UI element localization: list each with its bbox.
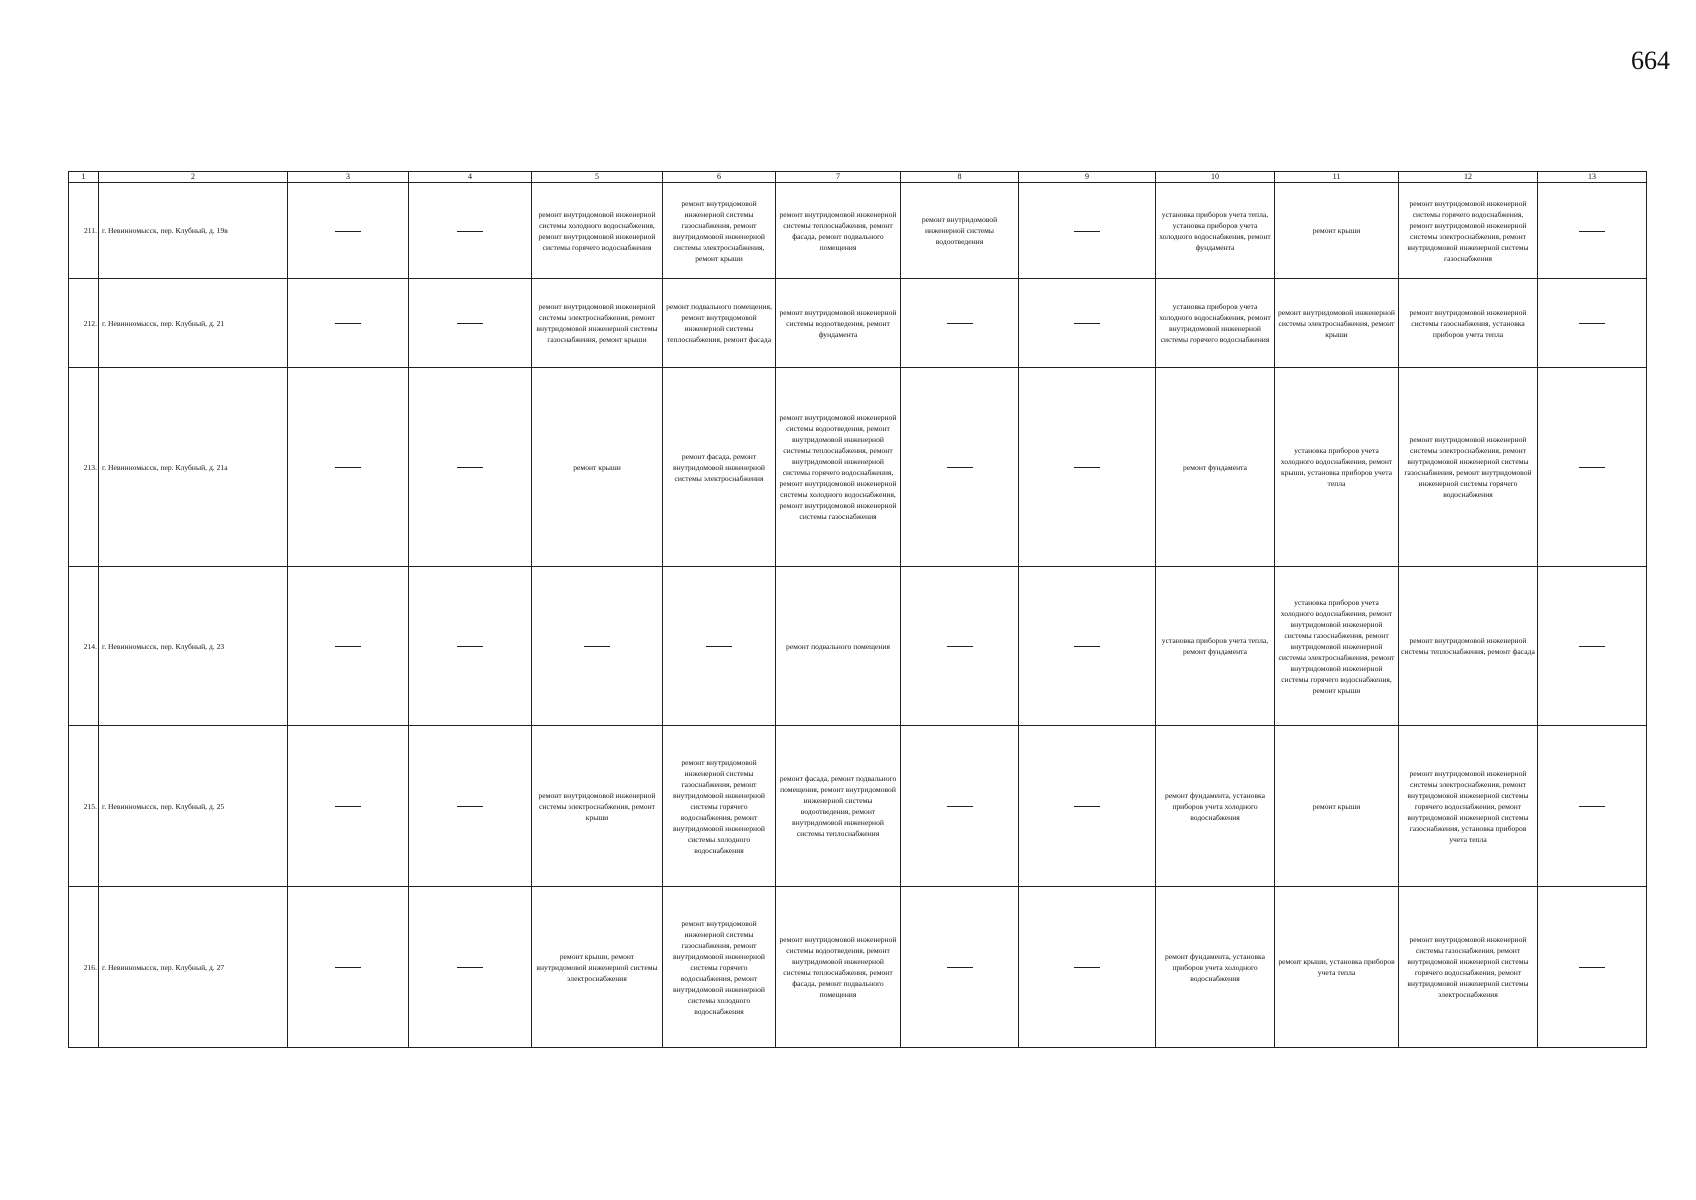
empty-cell	[1019, 183, 1156, 279]
work-cell: ремонт внутридомовой инженерной системы водоотведения, ремонт внутридомовой инженерной системы теплоснабжения, ремонт внутридомовой инженерной системы горячего водоснабжения, ремонт внутридомовой инженерной системы холодного водоснабжения, ремонт внутридомовой инженерной системы газоснабжения	[776, 368, 901, 567]
empty-cell	[409, 726, 532, 887]
dash	[1579, 231, 1605, 232]
empty-cell	[1538, 726, 1647, 887]
row-number: 216.	[69, 887, 99, 1048]
work-cell: ремонт подвального помещения	[776, 567, 901, 726]
work-cell: ремонт внутридомовой инженерной системы электроснабжения, ремонт крыши	[532, 726, 663, 887]
dash	[457, 646, 483, 647]
empty-cell	[1019, 726, 1156, 887]
empty-cell	[663, 567, 776, 726]
col-header: 12	[1399, 172, 1538, 183]
dash	[335, 646, 361, 647]
work-cell: ремонт фундамента	[1156, 368, 1275, 567]
work-cell: ремонт внутридомовой инженерной системы горячего водоснабжения, ремонт внутридомовой инженерной системы электроснабжения, ремонт внутридомовой инженерной системы газоснабжения	[1399, 183, 1538, 279]
col-header: 8	[901, 172, 1019, 183]
work-cell: установка приборов учета тепла, ремонт фундамента	[1156, 567, 1275, 726]
col-header: 7	[776, 172, 901, 183]
empty-cell	[409, 279, 532, 368]
dash	[457, 323, 483, 324]
empty-cell	[409, 887, 532, 1048]
work-cell: ремонт внутридомовой инженерной системы газоснабжения, ремонт внутридомовой инженерной системы горячего водоснабжения, ремонт внутридомовой инженерной системы электроснабжения	[1399, 887, 1538, 1048]
dash	[1074, 967, 1100, 968]
empty-cell	[409, 368, 532, 567]
dash	[947, 467, 973, 468]
work-cell: ремонт внутридомовой инженерной системы водоотведения, ремонт внутридомовой инженерной системы теплоснабжения, ремонт фасада, ремонт подвального помещения	[776, 887, 901, 1048]
work-cell: установка приборов учета холодного водоснабжения, ремонт крыши, установка приборов учета тепла	[1275, 368, 1399, 567]
dash	[1074, 467, 1100, 468]
work-cell: ремонт фундамента, установка приборов учета холодного водоснабжения	[1156, 887, 1275, 1048]
address-cell: г. Невинномысск, пер. Клубный, д. 25	[99, 726, 288, 887]
empty-cell	[1538, 279, 1647, 368]
work-cell: ремонт внутридомовой инженерной системы электроснабжения, ремонт внутридомовой инженерной системы газоснабжения, ремонт внутридомовой инженерной системы горячего водоснабжения	[1399, 368, 1538, 567]
dash	[335, 231, 361, 232]
address-cell: г. Невинномысск, пер. Клубный, д. 21	[99, 279, 288, 368]
col-header: 11	[1275, 172, 1399, 183]
work-cell: ремонт фасада, ремонт внутридомовой инженерной системы электроснабжения	[663, 368, 776, 567]
dash	[1074, 806, 1100, 807]
empty-cell	[1019, 368, 1156, 567]
empty-cell	[288, 887, 409, 1048]
work-cell: ремонт крыши, ремонт внутридомовой инженерной системы электроснабжения	[532, 887, 663, 1048]
row-number: 213.	[69, 368, 99, 567]
empty-cell	[288, 183, 409, 279]
work-cell: ремонт внутридомовой инженерной системы газоснабжения, установка приборов учета тепла	[1399, 279, 1538, 368]
col-header: 4	[409, 172, 532, 183]
work-cell: ремонт внутридомовой инженерной системы электроснабжения, ремонт внутридомовой инженерной системы газоснабжения, ремонт крыши	[532, 279, 663, 368]
row-number: 215.	[69, 726, 99, 887]
empty-cell	[288, 726, 409, 887]
empty-cell	[1538, 887, 1647, 1048]
address-cell: г. Невинномысск, пер. Клубный, д. 21а	[99, 368, 288, 567]
empty-cell	[409, 183, 532, 279]
work-cell: ремонт внутридомовой инженерной системы теплоснабжения, ремонт фасада, ремонт подвального помещения	[776, 183, 901, 279]
row-number: 214.	[69, 567, 99, 726]
repair-schedule-table	[68, 171, 1647, 1048]
empty-cell	[1538, 567, 1647, 726]
work-cell: ремонт внутридомовой инженерной системы электроснабжения, ремонт внутридомовой инженерной системы горячего водоснабжения, ремонт внутридомовой инженерной системы газоснабжения, установка приборов учета тепла	[1399, 726, 1538, 887]
empty-cell	[901, 368, 1019, 567]
empty-cell	[1538, 183, 1647, 279]
address-cell: г. Невинномысск, пер. Клубный, д. 27	[99, 887, 288, 1048]
dash	[1579, 646, 1605, 647]
empty-cell	[1019, 887, 1156, 1048]
col-header: 6	[663, 172, 776, 183]
empty-cell	[288, 279, 409, 368]
dash	[947, 646, 973, 647]
dash	[335, 806, 361, 807]
address-cell: г. Невинномысск, пер. Клубный, д. 23	[99, 567, 288, 726]
row-number: 212.	[69, 279, 99, 368]
work-cell: ремонт фундамента, установка приборов учета холодного водоснабжения	[1156, 726, 1275, 887]
dash	[457, 467, 483, 468]
dash	[457, 231, 483, 232]
dash	[335, 323, 361, 324]
empty-cell	[409, 567, 532, 726]
work-cell: установка приборов учета холодного водоснабжения, ремонт внутридомовой инженерной системы горячего водоснабжения	[1156, 279, 1275, 368]
work-cell: установка приборов учета тепла, установка приборов учета холодного водоснабжения, ремонт фундамента	[1156, 183, 1275, 279]
column-number-row	[69, 172, 1647, 183]
work-cell: ремонт фасада, ремонт подвального помещения, ремонт внутридомовой инженерной системы водоотведения, ремонт внутридомовой инженерной системы теплоснабжения	[776, 726, 901, 887]
dash	[947, 323, 973, 324]
table-row	[69, 726, 1647, 887]
dash	[457, 806, 483, 807]
work-cell: ремонт крыши	[1275, 726, 1399, 887]
col-header: 2	[99, 172, 288, 183]
dash	[706, 646, 732, 647]
work-cell: ремонт внутридомовой инженерной системы газоснабжения, ремонт внутридомовой инженерной системы электроснабжения, ремонт крыши	[663, 183, 776, 279]
col-header: 13	[1538, 172, 1647, 183]
empty-cell	[532, 567, 663, 726]
empty-cell	[901, 279, 1019, 368]
work-cell: ремонт внутридомовой инженерной системы холодного водоснабжения, ремонт внутридомовой инженерной системы горячего водоснабжения	[532, 183, 663, 279]
dash	[1579, 323, 1605, 324]
dash	[1579, 806, 1605, 807]
address-cell: г. Невинномысск, пер. Клубный, д. 19в	[99, 183, 288, 279]
table-row	[69, 368, 1647, 567]
table-row	[69, 279, 1647, 368]
empty-cell	[1019, 567, 1156, 726]
work-cell: ремонт внутридомовой инженерной системы газоснабжения, ремонт внутридомовой инженерной системы горячего водоснабжения, ремонт внутридомовой инженерной системы холодного водоснабжения	[663, 887, 776, 1048]
work-cell: ремонт внутридомовой инженерной системы газоснабжения, ремонт внутридомовой инженерной системы горячего водоснабжения, ремонт внутридомовой инженерной системы холодного водоснабжения	[663, 726, 776, 887]
empty-cell	[1538, 368, 1647, 567]
work-cell: ремонт внутридомовой инженерной системы водоотведения	[901, 183, 1019, 279]
empty-cell	[901, 887, 1019, 1048]
page-number: 664	[1631, 46, 1670, 75]
empty-cell	[901, 726, 1019, 887]
work-cell: ремонт крыши	[532, 368, 663, 567]
dash	[1579, 967, 1605, 968]
empty-cell	[288, 368, 409, 567]
dash	[947, 806, 973, 807]
work-cell: установка приборов учета холодного водоснабжения, ремонт внутридомовой инженерной системы газоснабжения, ремонт внутридомовой инженерной системы электроснабжения, ремонт внутридомовой инженерной системы горячего водоснабжения, ремонт крыши	[1275, 567, 1399, 726]
col-header: 10	[1156, 172, 1275, 183]
col-header: 3	[288, 172, 409, 183]
dash	[335, 967, 361, 968]
dash	[335, 467, 361, 468]
empty-cell	[901, 567, 1019, 726]
dash	[1074, 323, 1100, 324]
table-row	[69, 567, 1647, 726]
col-header: 5	[532, 172, 663, 183]
empty-cell	[288, 567, 409, 726]
dash	[947, 967, 973, 968]
dash	[1579, 467, 1605, 468]
empty-cell	[1019, 279, 1156, 368]
table-row	[69, 183, 1647, 279]
dash	[584, 646, 610, 647]
dash	[1074, 646, 1100, 647]
dash	[1074, 231, 1100, 232]
dash	[457, 967, 483, 968]
col-header: 1	[69, 172, 99, 183]
work-cell: ремонт внутридомовой инженерной системы электроснабжения, ремонт крыши	[1275, 279, 1399, 368]
row-number: 211.	[69, 183, 99, 279]
table-row	[69, 887, 1647, 1048]
work-cell: ремонт крыши	[1275, 183, 1399, 279]
work-cell: ремонт внутридомовой инженерной системы теплоснабжения, ремонт фасада	[1399, 567, 1538, 726]
work-cell: ремонт крыши, установка приборов учета тепла	[1275, 887, 1399, 1048]
work-cell: ремонт подвального помещения, ремонт внутридомовой инженерной системы теплоснабжения, ремонт фасада	[663, 279, 776, 368]
col-header: 9	[1019, 172, 1156, 183]
work-cell: ремонт внутридомовой инженерной системы водоотведения, ремонт фундамента	[776, 279, 901, 368]
